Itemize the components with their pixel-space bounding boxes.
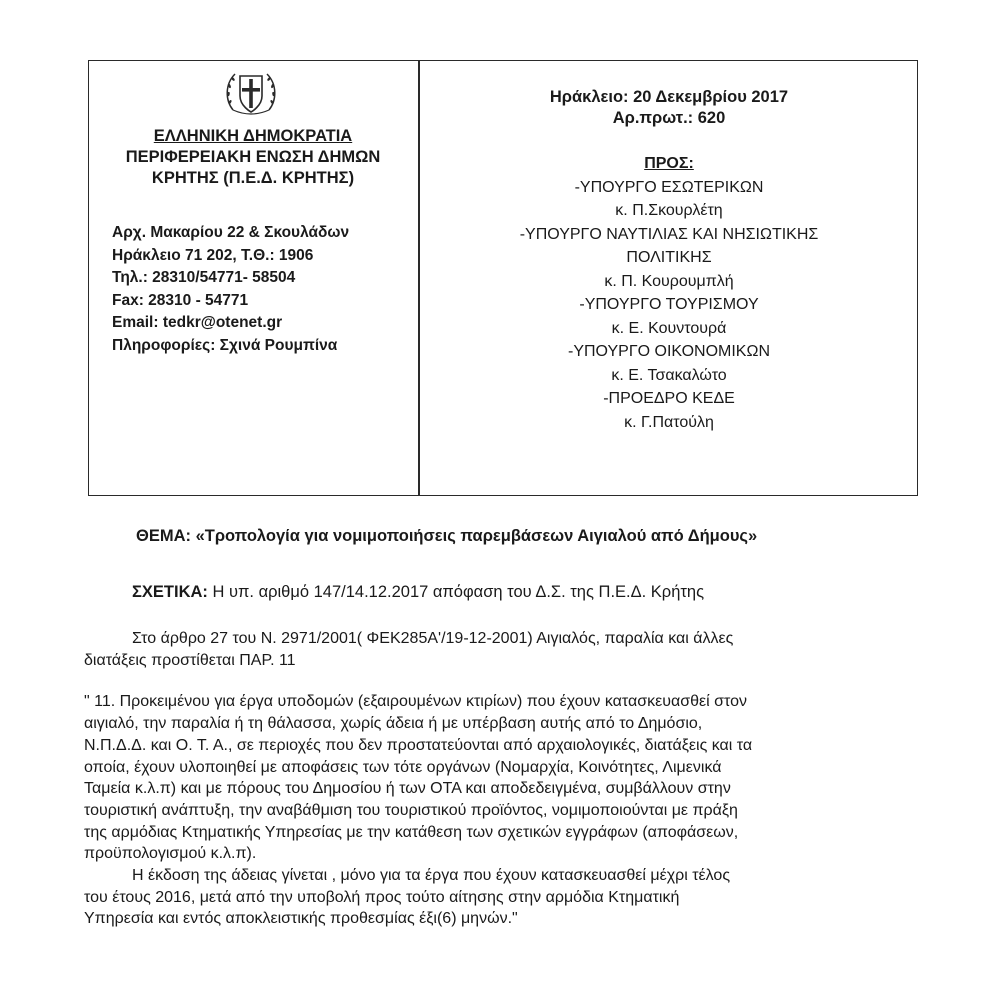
letter-body bbox=[84, 628, 934, 930]
body-line: του έτους 2016, μετά από την υποβολή προς τούτο αίτησης στην αρμόδια Κτηματική bbox=[84, 888, 680, 906]
body-line: Στο άρθρο 27 του Ν. 2971/2001( ΦΕΚ285Α'/19-12-2001) Αιγιαλός, παραλία και άλλες bbox=[132, 630, 734, 647]
recipient-line: -ΥΠΟΥΡΓΟ ΝΑΥΤΙΛΙΑΣ ΚΑΙ ΝΗΣΙΩΤΙΚΗΣ bbox=[519, 225, 819, 243]
sender-column bbox=[88, 60, 418, 496]
body-line: Η έκδοση της άδειας γίνεται , μόνο για τα έργα που έχουν κατασκευασθεί μέχρι τέλος bbox=[132, 867, 731, 885]
recipients-list bbox=[420, 152, 918, 434]
info-line: Πληροφορίες: Σχινά Ρουμπίνα bbox=[112, 336, 338, 354]
body-line: " 11. Προκειμένου για έργα υποδομών (εξαιρουμένων κτιρίων) που έχουν κατασκευασθεί στον bbox=[84, 693, 748, 711]
body-line: προϋπολογισμού κ.λ.π). bbox=[84, 845, 257, 863]
recipient-line: κ. Ε. Κουντουρά bbox=[611, 319, 727, 337]
phone-line: Τηλ.: 28310/54771- 58504 bbox=[112, 269, 296, 286]
related-label: ΣΧΕΤΙΚΑ: bbox=[132, 583, 208, 601]
related-line bbox=[132, 583, 932, 602]
subject-line: ΘΕΜΑ: «Τροπολογία για νομιμοποιήσεις παρεμβάσεων Αιγιαλού από Δήμους» bbox=[136, 527, 758, 545]
org-line: ΚΡΗΤΗΣ (Π.Ε.Δ. ΚΡΗΤΗΣ) bbox=[151, 169, 355, 187]
recipient-line: -ΥΠΟΥΡΓΟ ΤΟΥΡΙΣΜΟΥ bbox=[579, 296, 759, 313]
body-line: αιγιαλό, την παραλία ή τη θάλασσα, χωρίς άδεια ή με υπέρβαση αυτής από το Δημόσιο, bbox=[84, 715, 703, 733]
organization-name bbox=[88, 126, 418, 189]
related-text: Η υπ. αριθμό 147/14.12.2017 απόφαση του Δ.Σ. της Π.Ε.Δ. Κρήτης bbox=[207, 583, 705, 601]
greek-coat-of-arms-icon bbox=[223, 66, 279, 122]
city-line: Ηράκλειο 71 202, Τ.Θ.: 1906 bbox=[112, 246, 314, 264]
fax-line: Fax: 28310 - 54771 bbox=[112, 291, 249, 309]
recipient-line: -ΥΠΟΥΡΓΟ ΟΙΚΟΝΟΜΙΚΩΝ bbox=[567, 343, 770, 360]
org-line: ΠΕΡΙΦΕΡΕΙΑΚΗ ΕΝΩΣΗ ΔΗΜΩΝ bbox=[125, 148, 381, 166]
body-line: Υπηρεσία και εντός αποκλειστικής προθεσμίας έξι(6) μηνών." bbox=[84, 910, 518, 928]
recipient-line: ΠΟΛΙΤΙΚΗΣ bbox=[626, 249, 712, 266]
body-line: διατάξεις προστίθεται ΠΑΡ. 11 bbox=[84, 651, 296, 669]
body-line: Ταμεία κ.λ.π) και με πόρους του Δημοσίου ή των ΟΤΑ και αποδεδειγμένα, συμβάλλουν στην bbox=[84, 780, 731, 798]
body-line: τουριστική ανάπτυξη, την αναβάθμιση του τουριστικού προϊόντος, νομιμοποιούνται με πράξη bbox=[84, 801, 738, 819]
recipient-line: κ. Π. Κουρουμπλή bbox=[604, 272, 734, 290]
body-line: οποία, έχουν υλοποιηθεί με αποφάσεις των τότε οργάνων (Νομαρχία, Κοινότητες, Λιμενικά bbox=[84, 758, 722, 776]
recipient-line: κ. Π.Σκουρλέτη bbox=[615, 202, 723, 219]
recipient-line: -ΠΡΟΕΔΡΟ ΚΕΔΕ bbox=[603, 390, 735, 407]
email-line: Email: tedkr@otenet.gr bbox=[112, 314, 283, 331]
paragraph-gap bbox=[84, 671, 934, 691]
recipient-line: κ. Ε. Τσακαλώτο bbox=[611, 366, 727, 384]
letter-date: Ηράκλειο: 20 Δεκεμβρίου 2017 bbox=[549, 88, 789, 106]
contact-details bbox=[112, 222, 412, 357]
address-line: Αρχ. Μακαρίου 22 & Σκουλάδων bbox=[112, 224, 350, 241]
recipient-line: κ. Γ.Πατούλη bbox=[624, 413, 714, 431]
body-line: Ν.Π.Δ.Δ. και Ο. Τ. Α., σε περιοχές που δεν προστατεύονται από αρχαιολογικές, διατάξεις και τα bbox=[84, 736, 753, 754]
org-line: ΕΛΛΗΝΙΚΗ ΔΗΜΟΚΡΑΤΙΑ bbox=[153, 127, 353, 145]
recipient-line: -ΥΠΟΥΡΓΟ ΕΣΩΤΕΡΙΚΩΝ bbox=[574, 178, 764, 196]
protocol-number: Αρ.πρωτ.: 620 bbox=[612, 109, 726, 127]
body-line: της αρμόδιας Κτηματικής Υπηρεσίας με την κατάθεση των σχετικών εγγράφων (αποφάσεων, bbox=[84, 823, 739, 841]
to-label: ΠΡΟΣ: bbox=[644, 155, 694, 172]
recipient-column bbox=[420, 60, 918, 496]
